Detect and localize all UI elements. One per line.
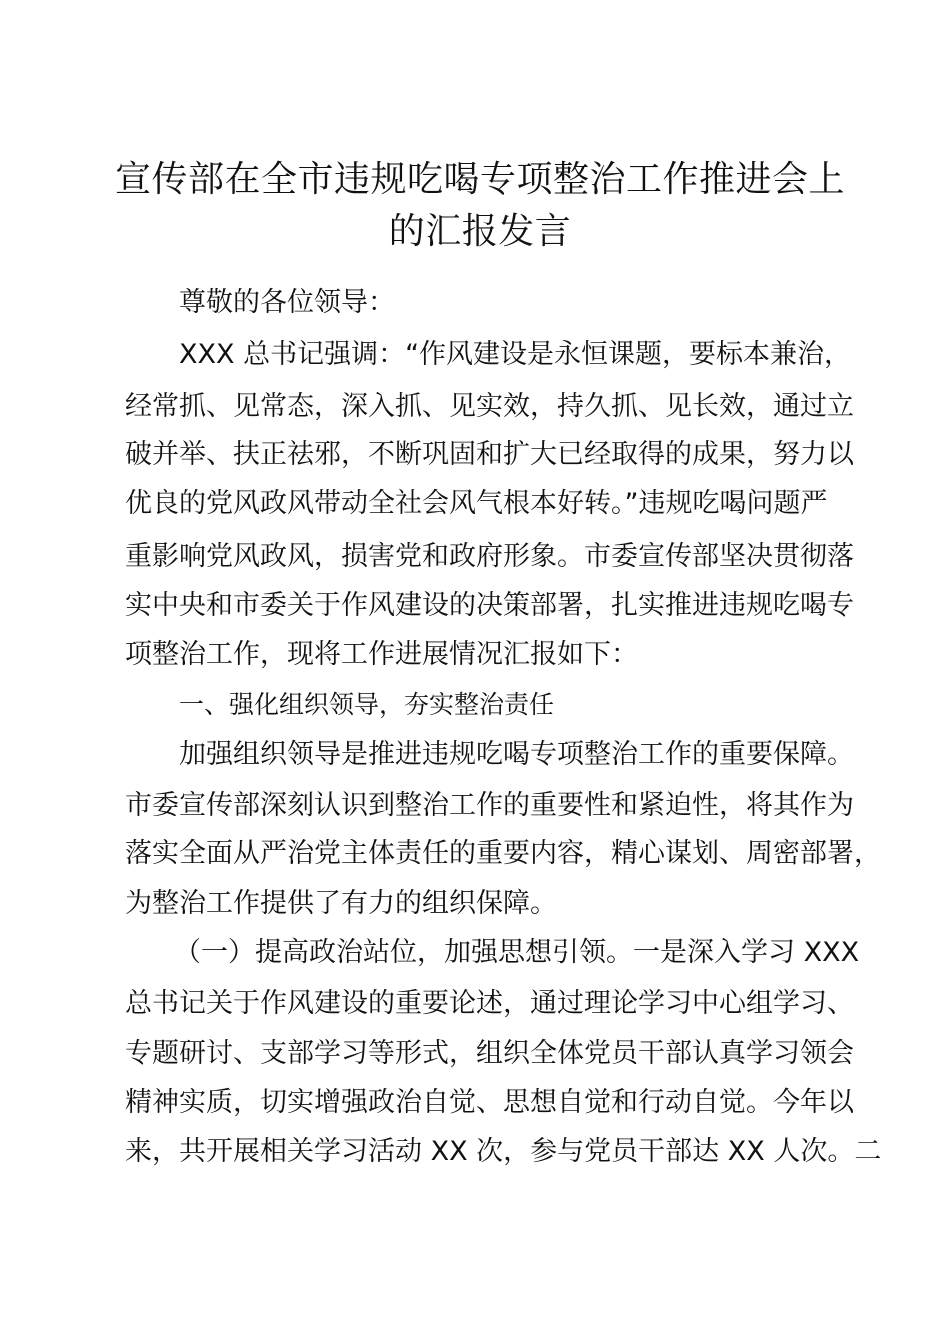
section-heading: 一、强化组织领导，夯实整治责任 <box>179 690 555 719</box>
paragraph-line: 加强组织领导是推进违规吃喝专项整治工作的重要保障。 <box>179 739 854 770</box>
paragraph-line: 来，共开展相关学习活动 XX 次，参与党员干部达 XX 人次。二 <box>125 1136 882 1167</box>
paragraph-line: 实中央和市委关于作风建设的决策部署，扎实推进违规吃喝专 <box>125 590 854 621</box>
subsection-paragraph-line: （一）提高政治站位，加强思想引领。一是深入学习 XXX <box>174 937 860 968</box>
paragraph-line: 项整治工作，现将工作进展情况汇报如下： <box>125 639 638 670</box>
paragraph-line: 总书记关于作风建设的重要论述，通过理论学习中心组学习、 <box>125 988 854 1019</box>
paragraph-line: 精神实质，切实增强政治自觉、思想自觉和行动自觉。今年以 <box>125 1087 854 1118</box>
paragraph-line: 市委宣传部深刻认识到整治工作的重要性和紧迫性，将其作为 <box>125 790 854 821</box>
paragraph-line: 经常抓、见常态，深入抓、见实效，持久抓、见长效，通过立 <box>125 391 854 422</box>
document-title-line-2: 的汇报发言 <box>388 211 572 252</box>
salutation: 尊敬的各位领导： <box>179 287 395 318</box>
paragraph-line: 为整治工作提供了有力的组织保障。 <box>125 888 557 919</box>
paragraph-line: 落实全面从严治党主体责任的重要内容，精心谋划、周密部署， <box>125 838 881 869</box>
document-title-line-1: 宣传部在全市违规吃喝专项整治工作推进会上 <box>114 159 845 200</box>
paragraph-line: XXX 总书记强调：“作风建设是永恒课题，要标本兼治， <box>179 339 852 370</box>
paragraph-line: 重影响党风政风，损害党和政府形象。市委宣传部坚决贯彻落 <box>125 541 854 572</box>
paragraph-line: 专题研讨、支部学习等形式，组织全体党员干部认真学习领会 <box>125 1038 854 1069</box>
paragraph-line: 优良的党风政风带动全社会风气根本好转。”违规吃喝问题严 <box>125 488 828 519</box>
paragraph-line: 破并举、扶正祛邪，不断巩固和扩大已经取得的成果，努力以 <box>125 439 854 470</box>
